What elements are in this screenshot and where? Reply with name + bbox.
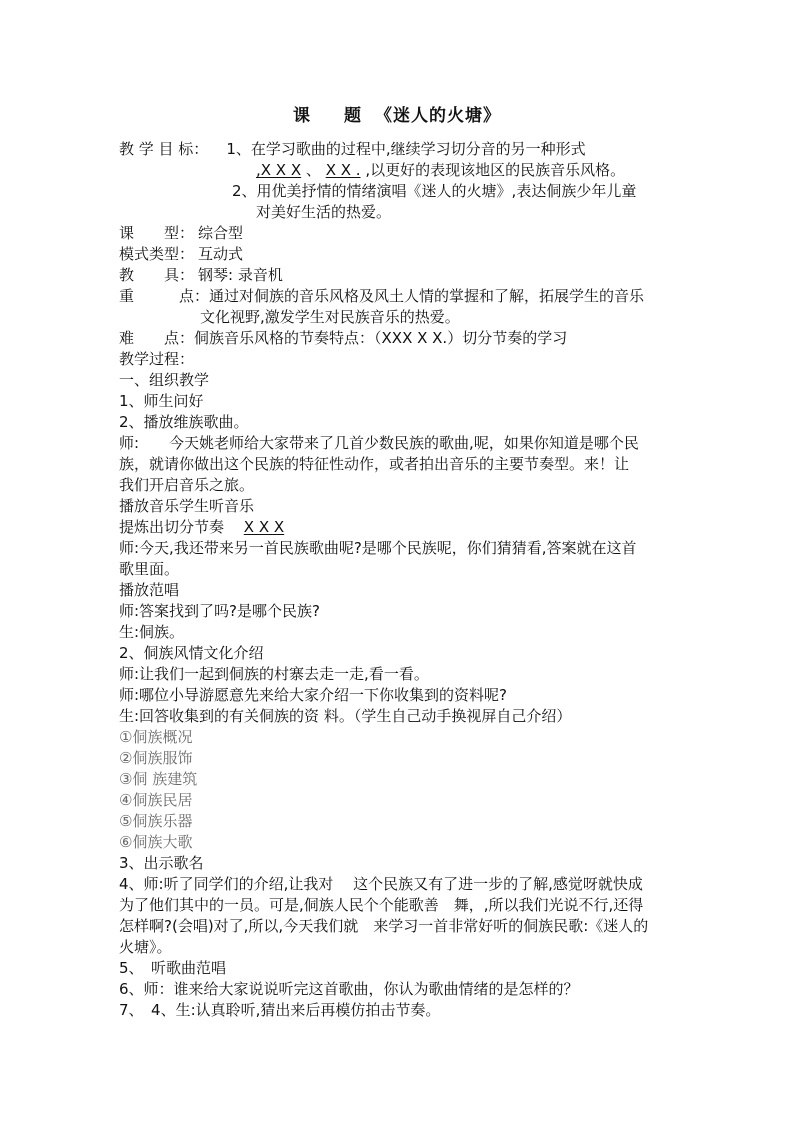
separator: 、 [301,161,326,179]
process-line: 生:回答收集到的有关侗族的资 料。（学生自己动手换视屏自己介绍） [119,707,572,725]
course-type-label: 课 型： [119,224,195,242]
difficulty-label: 难 点： [119,329,195,347]
process-line: 为了他们其中的一员。可是,侗族人民个个能歌善 舞，,所以我们光说不行,还得 [119,896,644,914]
rhythm-notation-3: X X X [243,518,285,536]
process-line: 火塘》。 [119,938,172,956]
process-line: 族，就请你做出这个民族的特征性动作，或者拍出音乐的主要节奏型。来！让 [119,455,630,473]
process-line: 4、师:听了同学们的介绍,让我对 这个民族又有了进一步的了解,感觉呀就快成 [119,875,643,893]
process-line: 6、师：谁来给大家说说听完这首歌曲，你认为歌曲情绪的是怎样的？ [119,980,579,998]
process-line: 3、出示歌名 [119,854,204,872]
tools-line [119,265,283,286]
key-point-label: 重 点： [119,287,210,305]
key-point-text-cont: 文化视野,激发学生对民族音乐的热爱。 [200,308,460,326]
circled-item: ③侗 族建筑 [119,770,198,788]
mode-type-label: 模式类型： [119,245,195,263]
process-label: 教学过程： [119,350,195,368]
difficulty-line [119,328,567,349]
process-line: 师:今天,我还带来另一首民族歌曲呢?是哪个民族呢，你们猜猜看,答案就在这首 [119,539,637,557]
circled-item: ④侗族民居 [119,791,193,809]
process-line-rhythm [119,517,284,538]
page-title [0,101,794,126]
process-line: 怎样啊?(会唱)对了,所以,今天我们就 来学习一首非常好听的侗族民歌:《迷人的 [119,917,649,935]
process-line: 播放范唱 [119,581,180,599]
title-label: 课 题 [293,106,375,126]
mode-type-value: 互动式 [198,245,244,263]
process-line: 生:侗族。 [119,623,185,641]
tools-label: 教 具： [119,266,195,284]
objectives-line-1 [119,139,586,160]
objective-item-2: 2、用优美抒情的情绪演唱《迷人的火塘》,表达侗族少年儿童 [232,182,637,200]
circled-item: ⑥侗族大歌 [119,833,193,851]
tools-value: 钢琴: 录音机 [198,266,283,284]
circled-item: ②侗族服饰 [119,749,193,767]
difficulty-text: 侗族音乐风格的节奏特点：（XXX X X.）切分节奏的学习 [194,329,568,347]
process-line: 2、播放维族歌曲。 [119,413,249,431]
course-type-line [119,223,243,244]
objectives-label: 教 学 目 标： [119,140,209,158]
process-line: 7、 4、生:认真聆听,猜出来后再模仿拍击节奏。 [119,1001,441,1019]
objective-item-2-cont: 对美好生活的热爱。 [256,203,392,221]
key-point-line [119,286,644,307]
process-line: 师:答案找到了吗?是哪个民族? [119,602,320,620]
circled-item: ⑤侗族乐器 [119,812,193,830]
title-name: 《迷人的火塘》 [374,106,501,126]
rhythm-text: 提炼出切分节奏 [119,518,244,536]
process-line: 1、师生问好 [119,392,204,410]
course-type-value: 综合型 [198,224,244,242]
objective-item-1: 1、在学习歌曲的过程中,继续学习切分音的另一种形式 [226,140,586,158]
mode-type-line [119,244,243,265]
process-line: 我们开启音乐之旅。 [119,476,255,494]
process-line: 歌里面。 [119,560,180,578]
objective-item-1-cont: ,以更好的表现该地区的民族音乐风格。 [360,161,626,179]
rhythm-notation-2: X X . [325,161,361,179]
rhythm-notation-1: ,X X X [256,161,302,179]
process-line: 师:让我们一起到侗族的村寨去走一走,看一看。 [119,665,429,683]
process-line: 5、 听歌曲范唱 [119,959,227,977]
process-line: 师:哪位小导游愿意先来给大家介绍一下你收集到的资料呢? [119,686,508,704]
objectives-line-2 [256,160,625,181]
process-line: 2、侗族风情文化介绍 [119,644,264,662]
process-line: 师: 今天姚老师给大家带来了几首少数民族的歌曲,呢，如果你知道是哪个民 [119,434,639,452]
process-line: 一、组织教学 [119,371,210,389]
circled-item: ①侗族概况 [119,728,193,746]
key-point-text: 通过对侗族的音乐风格及风土人情的掌握和了解，拓展学生的音乐 [209,287,645,305]
process-line: 播放音乐学生听音乐 [119,497,255,515]
